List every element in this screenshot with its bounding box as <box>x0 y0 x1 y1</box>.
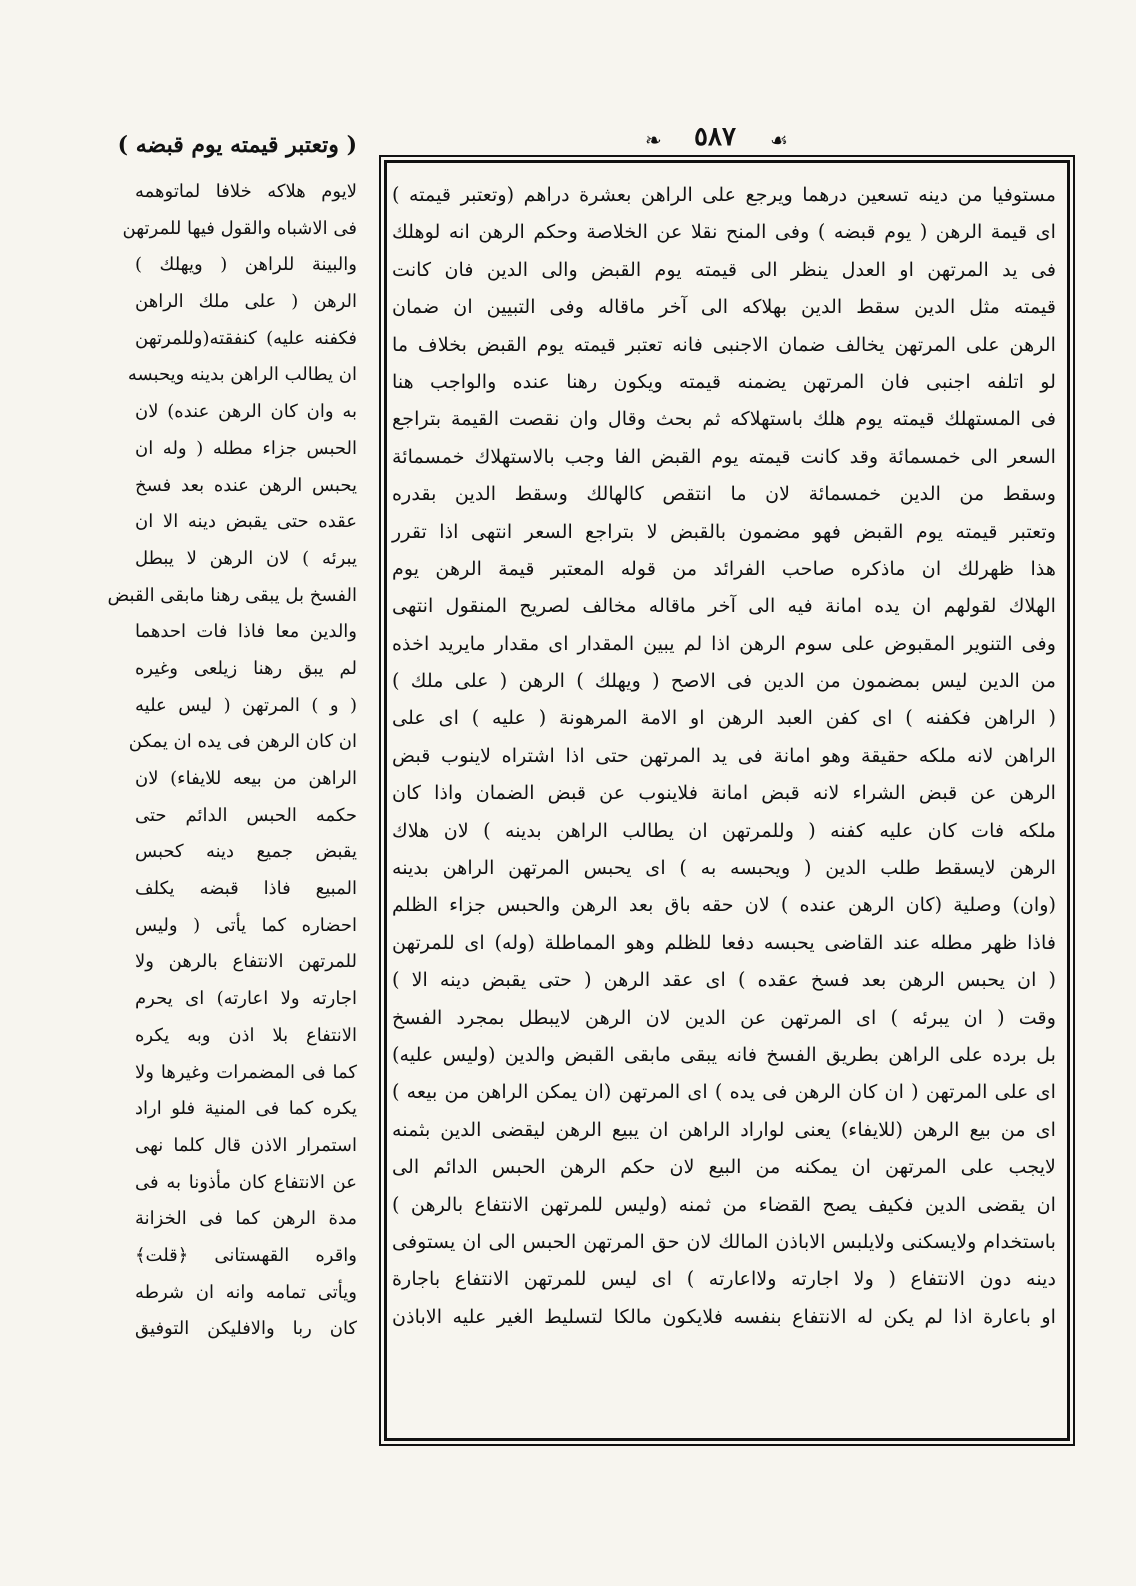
main-text-line: ( ان يحبس الرهن بعد فسخ عقده ) اى عقد الرهن ( حتى يقبض دينه الا ) <box>392 968 1056 992</box>
margin-text-line: للمرتهن الانتفاع بالرهن ولا <box>135 951 357 973</box>
main-text-line: لايجب على المرتهن ان يمكنه من البيع لان حكم الرهن الحبس الدائم الى <box>392 1155 1056 1179</box>
margin-text-line: يقبض جميع دينه كحبس <box>135 841 357 863</box>
main-text-line: الرهن عن قبض الشراء لانه قبض امانة فلاينوب عن قبض الضمان واذا كان <box>392 781 1056 805</box>
margin-text-line: الراهن من بيعه للايفاء) لان <box>135 768 357 789</box>
page-number: ٥٨٧ <box>694 122 736 152</box>
main-text-line: دينه دون الانتفاع ( ولا اجارته ولااعارته ) اى ليس للمرتهن الانتفاع باجارة <box>392 1267 1056 1291</box>
margin-text-line: مدة الرهن كما فى الخزانة <box>135 1208 357 1230</box>
header-ornament-right-icon: ☙ <box>770 128 788 152</box>
main-text-line: فى يد المرتهن او العدل ينظر الى قيمته يوم القبض والى الدين فان كانت <box>392 257 1056 281</box>
margin-text-line: ويأتى تمامه وانه ان شرطه <box>135 1281 357 1303</box>
margin-text-line: الحبس جزاء مطله ( وله ان <box>135 437 357 459</box>
main-text-line: وقت ( ان يبرئه ) اى المرتهن عن الدين لان الرهن لايبطل بمجرد الفسخ <box>392 1005 1056 1029</box>
main-text-line: باستخدام ولايسكنى ولايلبس الاباذن المالك لان حق المرتهن الحبس الى ان يستوفى <box>392 1229 1056 1253</box>
main-text-line: قيمته مثل الدين سقط الدين بهلاكه الى آخر ماقاله وفى التبيين ان ضمان <box>392 295 1056 319</box>
main-text-line: الرهن على المرتهن يخالف ضمان الاجنبى فانه تعتبر قيمته يوم القبض بخلاف ما <box>392 332 1056 356</box>
main-text-line: مستوفيا من دينه تسعين درهما ويرجع على الراهن بعشرة دراهم (وتعتبر قيمته ) <box>392 183 1056 206</box>
margin-text-line: استمرار الاذن قال كلما نهى <box>135 1134 357 1156</box>
margin-text-line: كما فى المضمرات وغيرها ولا <box>135 1061 357 1083</box>
main-text-line: اى على المرتهن ( ان كان الرهن فى يده ) اى المرتهن (ان يمكن الراهن من بيعه ) <box>392 1080 1056 1104</box>
margin-text-line: واقره القهستانى ﴿قلت﴾ <box>135 1244 357 1266</box>
margin-text-line: اجارته ولا اعارته) اى يحرم <box>135 988 357 1010</box>
margin-heading: ( وتعتبر قيمته يوم قبضه ) <box>117 132 357 158</box>
main-text-line: الراهن لانه ملكه حقيقة وهو امانة فى يد المرتهن حتى اذا اشتراه لاينوب قبض <box>392 743 1056 767</box>
header-ornament-left-icon: ❧ <box>645 128 662 152</box>
main-text-line: وسقط من الدين خمسمائة لان ما انتقص كالهالك وسقط الدين بقدره <box>392 482 1056 506</box>
margin-commentary <box>107 174 357 1474</box>
margin-text-line: فى الاشباه والقول فيها للمرتهن <box>122 217 357 239</box>
main-text-line: وتعتبر قيمته يوم القبض فهو مضمون بالقبض لا بتراجع السعر انتهى اذا تقرر <box>392 519 1056 543</box>
margin-text-line: المبيع فاذا قبضه يكلف <box>135 878 357 900</box>
main-text-line: ( الراهن فكفنه ) اى كفن العبد الرهن او الامة المرهونة ( عليه ) اى على <box>392 706 1056 730</box>
margin-text-line: عقده حتى يقبض دينه الا ان <box>135 511 357 533</box>
main-text-line: ان يقضى الدين فكيف يصح القضاء من ثمنه (وليس للمرتهن الانتفاع بالرهن ) <box>392 1192 1056 1216</box>
margin-text-line: الفسخ بل يبقى رهنا مابقى القبض <box>107 584 357 606</box>
margin-text-line: ان كان الرهن فى يده ان يمكن <box>128 731 357 753</box>
margin-text-line: يحبس الرهن عنده بعد فسخ <box>135 474 357 496</box>
margin-text-line: كان ربا والافليكن التوفيق <box>135 1318 357 1340</box>
main-text-line: فاذا ظهر مطله عند القاضى يحبسه دفعا للظلم وهو المماطلة (وله) اى للمرتهن <box>392 930 1056 954</box>
main-text-line: لو اتلفه اجنبى فان المرتهن يضمنه قيمته ويكون رهنا عنده والواجب هنا <box>392 369 1056 393</box>
margin-text-line: والدين معا فاذا فات احدهما <box>135 621 357 643</box>
main-text-line: اى من بيع الرهن (للايفاء) يعنى لواراد الراهن ان يبيع الرهن ليقضى الدين بثمنه <box>392 1117 1056 1141</box>
margin-text-line: عن الانتفاع كان مأذونا به فى <box>135 1171 357 1193</box>
main-text-line: فى المستهلك قيمته يوم هلك باستهلاكه ثم بحث وقال وان نقصت القيمة بتراجع <box>392 407 1056 431</box>
main-text-body <box>392 176 1056 1428</box>
margin-text-line: لم يبق رهنا زيلعى وغيره <box>135 657 357 679</box>
main-text-line: اى قيمة الرهن ( يوم قبضه ) وفى المنح نقلا عن الخلاصة وحكم الرهن انه لوهلك <box>392 220 1056 244</box>
margin-text-line: والبينة للراهن ( ويهلك ) <box>135 254 357 276</box>
main-text-line: من الدين ليس بمضمون من الدين فى الاصح ( ويهلك ) الرهن ( على ملك ) <box>392 669 1056 693</box>
margin-text-line: به وان كان الرهن عنده) لان <box>135 401 357 423</box>
margin-text-line: ان يطالب الراهن بدينه ويحبسه <box>127 364 357 386</box>
margin-text-line: يكره كما فى المنية فلو اراد <box>135 1098 357 1120</box>
main-text-line: هذا ظهرلك ان ماذكره صاحب الفرائد من قوله المعتبر قيمة الرهن يوم <box>392 556 1056 580</box>
margin-text-line: احضاره كما يأتى ( وليس <box>135 914 357 936</box>
main-text-line: وفى التنوير المقبوض على سوم الرهن اذا لم يبين المقدار اى مقدار مايريد اخذه <box>392 631 1056 655</box>
main-text-line: الهلاك لقولهم ان يده امانة فيه الى آخر ماقاله مخالف لصريح المنقول انتهى <box>392 594 1056 618</box>
main-text-line: الرهن لايسقط طلب الدين ( ويحبسه به ) اى يحبس المرتهن الراهن بدينه <box>392 856 1056 880</box>
main-text-line: ملكه فات كان عليه كفنه ( وللمرتهن ان يطالب الراهن بدينه ) لان هلاك <box>392 818 1056 842</box>
main-text-line: السعر الى خمسمائة وقد كانت قيمته يوم القبض الفا وجب بالاستهلاك خمسمائة <box>392 444 1056 468</box>
margin-text-line: فكفنه عليه) كنفقته(وللمرتهن <box>135 327 357 349</box>
margin-text-line: ( و ) المرتهن ( ليس عليه <box>135 694 357 716</box>
main-text-line: او باعارة اذا لم يكن له الانتفاع بنفسه فلايكون مالكا لتسليط الغير عليه الاباذن <box>392 1304 1056 1328</box>
margin-text-line: يبرئه ) لان الرهن لا يبطل <box>135 547 357 569</box>
margin-text-line: حكمه الحبس الدائم حتى <box>135 804 357 826</box>
main-text-line: (وان) وصلية (كان الرهن عنده ) لان حقه باق بعد الرهن والحبس جزاء الظلم <box>392 893 1056 917</box>
main-text-line: بل برده على الراهن بطريق الفسخ فانه يبقى مابقى القبض والدين (وليس عليه) <box>392 1042 1056 1066</box>
margin-text-line: لايوم هلاكه خلافا لماتوهمه <box>135 181 357 202</box>
margin-text-line: الانتفاع بلا اذن وبه يكره <box>135 1024 357 1046</box>
margin-text-line: الرهن ( على ملك الراهن <box>135 291 357 313</box>
